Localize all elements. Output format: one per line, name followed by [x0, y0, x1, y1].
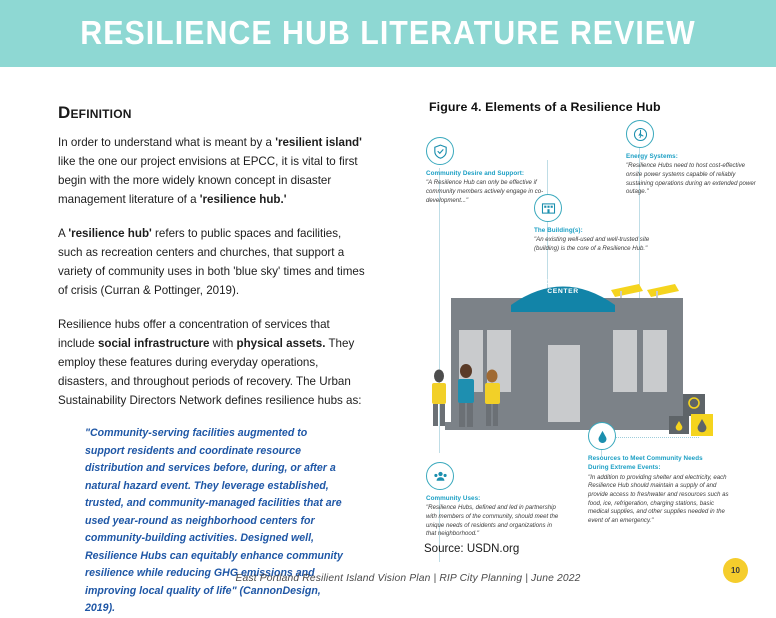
callout-body: "In addition to providing shelter and electricity, each Resilience Hub should maintain a supply of and provide access to freshwater and resources such as food, ice, refrigeration, charging stations, basic medical supplies, and other supplies needed in the event of an emergency." — [588, 473, 729, 524]
power-clock-icon — [626, 120, 654, 148]
p2-bold-resilience-hub: 'resilience hub' — [68, 227, 152, 240]
building-window — [643, 330, 667, 392]
figure-panel — [415, 100, 765, 555]
p3-part-e: They employ these features during everyday operations, disasters, and throughout periods of recovery. The Urban Sustainability Directors Network defines resilience hubs as: — [58, 337, 362, 407]
paragraph-2 — [58, 224, 368, 300]
page-number-badge: 10 — [723, 558, 748, 583]
building-window — [487, 330, 511, 392]
building-icon — [534, 194, 562, 222]
building-sign-line2: CENTER — [547, 288, 579, 295]
callout-body: "An existing well-used and well-trusted site (building) is the core of a Resilience Hub." — [534, 236, 650, 252]
callout-body: "A Resilience Hub can only be effective if community members actively engage in co-development..." — [426, 179, 544, 204]
p1-bold-resilient-island: 'resilient island' — [275, 136, 362, 149]
callout-community-uses — [426, 462, 562, 539]
page-footer — [0, 568, 776, 586]
p3-part-c: with — [209, 337, 237, 350]
building-door — [548, 345, 580, 422]
callout-resources-extreme-events — [588, 422, 732, 525]
paragraph-3 — [58, 315, 368, 410]
definition-column — [58, 103, 368, 618]
p1-bold-resilience-hub: 'resilience hub.' — [199, 193, 287, 206]
figure-source: Source: USDN.org — [424, 543, 520, 555]
callout-energy-systems — [626, 120, 758, 197]
footer-text: East Portland Resilient Island Vision Plan | RIP City Planning | June 2022 — [235, 573, 581, 584]
callout-heading-line2: During Extreme Events: — [588, 464, 661, 472]
p2-part-a: A — [58, 227, 69, 240]
p3-bold-social-infrastructure: social infrastructure — [97, 337, 210, 350]
callout-heading: Community Uses: — [426, 495, 481, 502]
callout-heading: The Building(s): — [534, 227, 583, 234]
callout-heading: Community Desire and Support: — [426, 170, 525, 177]
callout-heading-line1: Resources to Meet Community Needs — [588, 455, 703, 462]
building-window — [613, 330, 637, 392]
people-group-icon — [426, 462, 454, 490]
section-heading-definition: Definition — [58, 103, 132, 122]
page-title: RESILIENCE HUB LITERATURE REVIEW — [80, 14, 696, 51]
paragraph-1 — [58, 133, 368, 209]
usdn-blockquote: "Community-serving facilities augmented to support residents and coordinate resource distribution and services before, during, or after a natural hazard event. They leverage established, trusted, and community-managed facilities that are used year-round as neighborhood centers for community-building activities. Designed well, Resilience Hubs can equitably enhance community resilience while reducing GHG emissions and improving local quality of life" (CannonDesign, 2019). — [85, 427, 343, 614]
callout-body: "Resilience Hubs, defined and led in partnership with members of the community, should meet the unique needs of residents and organizations in that neighborhood." — [426, 504, 559, 538]
page-header-banner — [0, 0, 776, 67]
callout-heading: Energy Systems: — [626, 153, 678, 160]
callout-body: "Resilience Hubs need to host cost-effective onsite power systems capable of reliably sustaining operations during an extended power outage." — [626, 162, 756, 196]
p3-part-a: Resilience hubs offer a concentration of services that include — [58, 318, 330, 350]
p1-part-a: In order to understand what is meant by a — [58, 136, 276, 149]
water-drop-icon — [588, 422, 616, 450]
p2-part-c: refers to public spaces and facilities, such as recreation centers and churches, that support a variety of community uses in both 'blue sky' times and times of crisis (Curran & Pottinger, 2019). — [58, 227, 365, 297]
shield-check-icon — [426, 137, 454, 165]
building-sign-line1: COMMUNITY — [539, 279, 587, 286]
p3-bold-physical-assets: physical assets. — [236, 337, 326, 350]
p1-part-c: like the one our project envisions at EPCC, it is vital to first begin with the more widely known concept in disaster management literature of a — [58, 155, 358, 206]
callout-the-buildings — [534, 194, 654, 254]
figure-caption-title: Figure 4. Elements of a Resilience Hub — [429, 100, 661, 114]
building-sign — [511, 278, 615, 296]
